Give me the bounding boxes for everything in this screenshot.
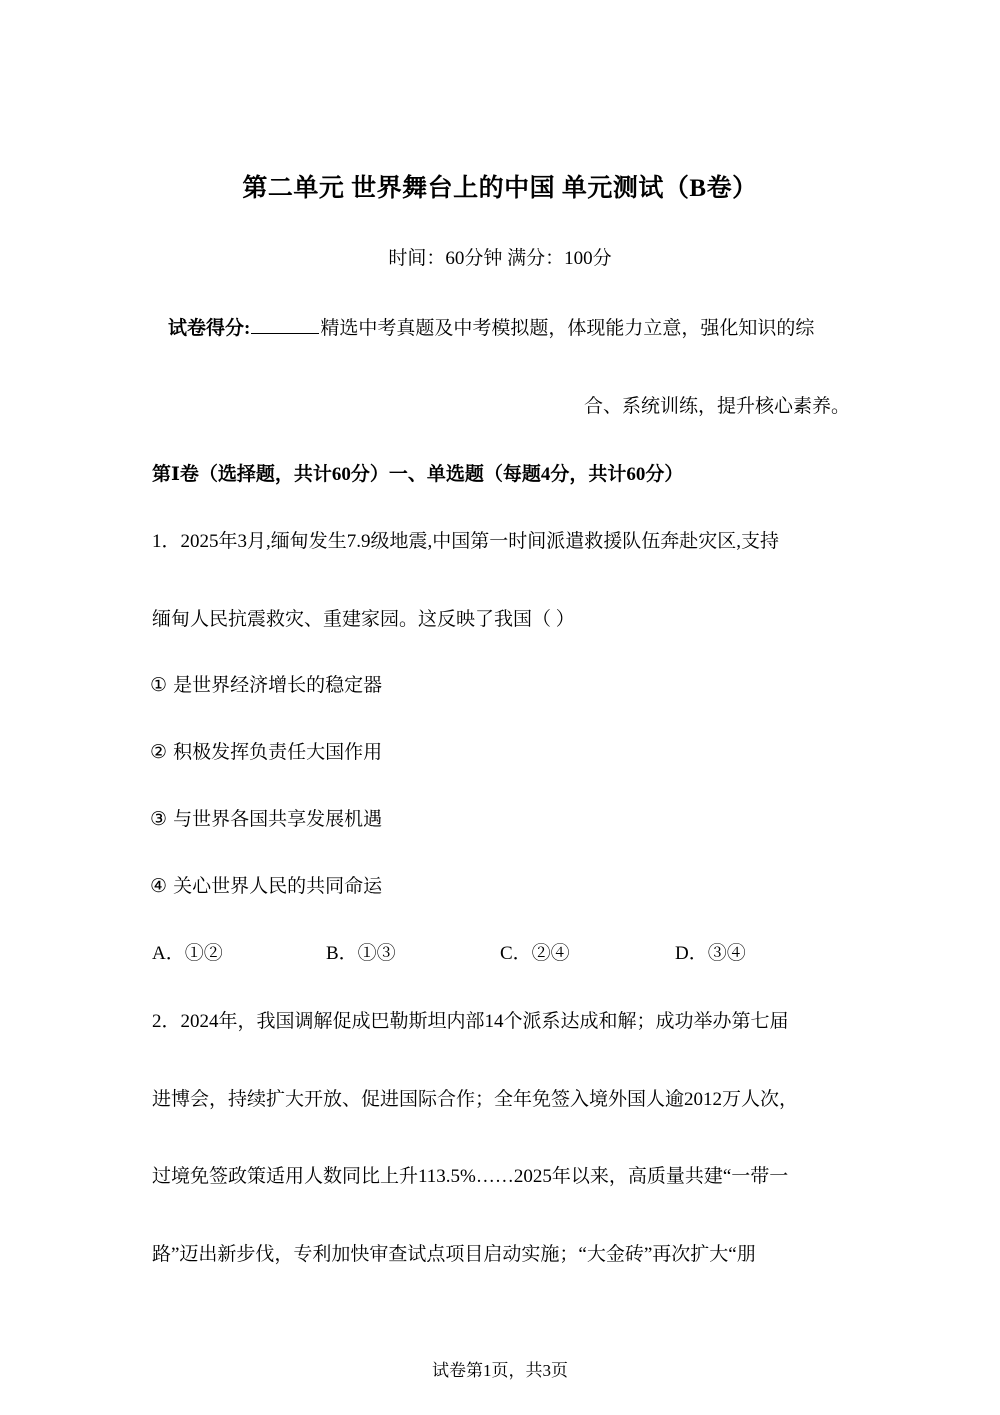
score-description: 精选中考真题及中考模拟题，体现能力立意，强化知识的综 (320, 318, 815, 339)
statement-4: ④ 关心世界人民的共同命运 (150, 875, 383, 897)
choice-d[interactable]: D．③④ (675, 943, 746, 964)
page-title: 第二单元 世界舞台上的中国 单元测试（B卷） (242, 175, 758, 202)
exam-time-info: 时间：60分钟 满分：100分 (388, 248, 612, 269)
score-line (168, 313, 814, 340)
page-footer: 试卷第1页，共3页 (432, 1361, 568, 1380)
section-heading: 第Ⅰ卷（选择题，共计60分）一、单选题（每题4分，共计60分） (152, 464, 684, 485)
question-2-line-4: 路”迈出新步伐，专利加快审查试点项目启动实施；“大金砖”再次扩大“朋 (152, 1244, 756, 1265)
statement-1: ① 是世界经济增长的稳定器 (150, 674, 383, 696)
question-2-line-2: 进博会，持续扩大开放、促进国际合作；全年免签入境外国人逾2012万人次， (152, 1089, 799, 1110)
score-blank[interactable] (251, 315, 319, 334)
choice-c[interactable]: C．②④ (500, 943, 570, 964)
statement-2: ② 积极发挥负责任大国作用 (150, 741, 383, 763)
score-description-cont: 合、系统训练，提升核心素养。 (583, 396, 850, 417)
question-1-line-1: 1．2025年3月,缅甸发生7.9级地震,中国第一时间派遣救援队伍奔赴灾区,支持 (152, 531, 780, 552)
question-1-line-2: 缅甸人民抗震救灾、重建家园。这反映了我国（ ） (152, 609, 575, 630)
question-2-line-3: 过境免签政策适用人数同比上升113.5%……2025年以来，高质量共建“一带一 (152, 1166, 789, 1187)
question-2-line-1: 2．2024年，我国调解促成巴勒斯坦内部14个派系达成和解；成功举办第七届 (152, 1011, 789, 1032)
choice-a[interactable]: A．①② (152, 943, 223, 964)
choice-b[interactable]: B．①③ (326, 943, 396, 964)
score-label: 试卷得分: (168, 318, 251, 339)
statement-3: ③ 与世界各国共享发展机遇 (150, 808, 383, 830)
